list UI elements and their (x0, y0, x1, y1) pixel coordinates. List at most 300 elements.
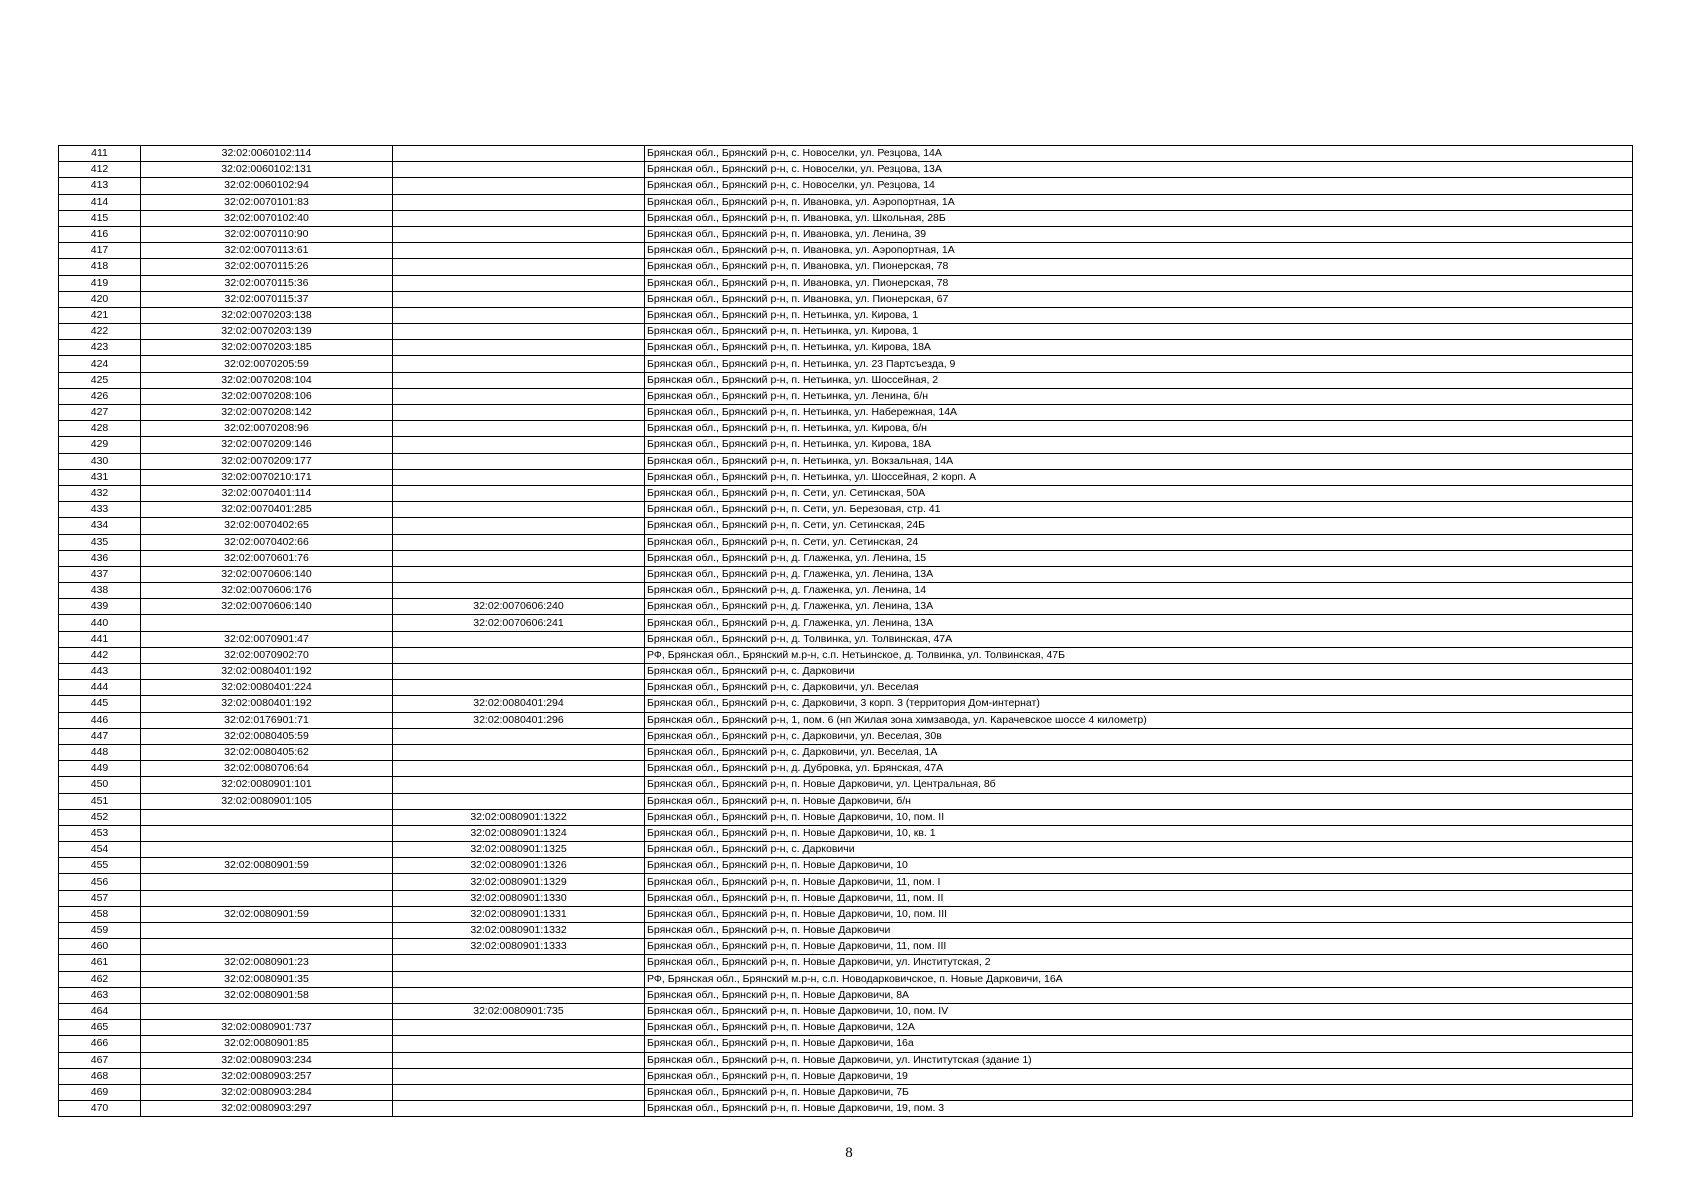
address-cell: Брянская обл., Брянский р-н, п. Новые Дарковичи, 10 (645, 858, 1633, 874)
cadastral-number: 32:02:0070402:66 (141, 534, 393, 550)
cadastral-number: 32:02:0080706:64 (141, 761, 393, 777)
row-number: 442 (59, 647, 141, 663)
cadastral-number: 32:02:0070601:76 (141, 550, 393, 566)
address-cell: Брянская обл., Брянский р-н, п. Нетьинка, ул. Кирова, 18А (645, 437, 1633, 453)
table-row (59, 647, 1633, 663)
sub-cadastral-number (393, 1084, 645, 1100)
sub-cadastral-number (393, 162, 645, 178)
address-cell: Брянская обл., Брянский р-н, п. Новые Дарковичи, 19, пом. 3 (645, 1101, 1633, 1117)
address-cell: Брянская обл., Брянский р-н, с. Новоселки, ул. Резцова, 14А (645, 146, 1633, 162)
table-row (59, 1003, 1633, 1019)
address-cell: Брянская обл., Брянский р-н, п. Нетьинка, ул. Кирова, 18А (645, 340, 1633, 356)
table-row (59, 793, 1633, 809)
table-row (59, 1036, 1633, 1052)
cadastral-number: 32:02:0080901:85 (141, 1036, 393, 1052)
address-cell: Брянская обл., Брянский р-н, п. Новые Дарковичи, 19 (645, 1068, 1633, 1084)
cadastral-number: 32:02:0070209:177 (141, 453, 393, 469)
table-row (59, 744, 1633, 760)
table-row (59, 421, 1633, 437)
address-cell: Брянская обл., Брянский р-н, п. Сети, ул. Сетинская, 24Б (645, 518, 1633, 534)
table-row (59, 534, 1633, 550)
table-row (59, 939, 1633, 955)
table-row (59, 226, 1633, 242)
table-row (59, 761, 1633, 777)
row-number: 456 (59, 874, 141, 890)
address-cell: Брянская обл., Брянский р-н, п. Нетьинка, ул. Кирова, 1 (645, 307, 1633, 323)
address-cell: Брянская обл., Брянский р-н, п. Нетьинка, ул. Ленина, б/н (645, 388, 1633, 404)
cadastral-number: 32:02:0060102:114 (141, 146, 393, 162)
table-row (59, 631, 1633, 647)
cadastral-number: 32:02:0060102:131 (141, 162, 393, 178)
table-row (59, 712, 1633, 728)
table-row (59, 243, 1633, 259)
sub-cadastral-number: 32:02:0080401:294 (393, 696, 645, 712)
sub-cadastral-number (393, 146, 645, 162)
cadastral-number: 32:02:0080401:224 (141, 680, 393, 696)
table-row (59, 664, 1633, 680)
address-cell: Брянская обл., Брянский р-н, с. Новоселки, ул. Резцова, 14 (645, 178, 1633, 194)
cadastral-number: 32:02:0080401:192 (141, 696, 393, 712)
address-cell: Брянская обл., Брянский р-н, п. Ивановка, ул. Школьная, 28Б (645, 210, 1633, 226)
cadastral-number: 32:02:0070110:90 (141, 226, 393, 242)
cadastral-number: 32:02:0070208:106 (141, 388, 393, 404)
row-number: 420 (59, 291, 141, 307)
cadastral-number: 32:02:0080401:192 (141, 664, 393, 680)
table-row (59, 615, 1633, 631)
address-cell: Брянская обл., Брянский р-н, п. Новые Дарковичи, 12А (645, 1020, 1633, 1036)
table-row (59, 890, 1633, 906)
address-cell: Брянская обл., Брянский р-н, п. Нетьинка, ул. Кирова, б/н (645, 421, 1633, 437)
row-number: 454 (59, 842, 141, 858)
row-number: 470 (59, 1101, 141, 1117)
address-cell: Брянская обл., Брянский р-н, с. Дарковичи, 3 корп. 3 (территория Дом-интернат) (645, 696, 1633, 712)
table-row (59, 146, 1633, 162)
row-number: 438 (59, 583, 141, 599)
table-row (59, 275, 1633, 291)
sub-cadastral-number: 32:02:0080901:1329 (393, 874, 645, 890)
cadastral-number: 32:02:0070606:140 (141, 566, 393, 582)
row-number: 418 (59, 259, 141, 275)
table-row (59, 469, 1633, 485)
address-cell: Брянская обл., Брянский р-н, д. Глаженка, ул. Ленина, 13А (645, 599, 1633, 615)
table-row (59, 696, 1633, 712)
cadastral-number: 32:02:0070901:47 (141, 631, 393, 647)
table-row (59, 291, 1633, 307)
cadastral-number: 32:02:0070115:36 (141, 275, 393, 291)
address-cell: Брянская обл., Брянский р-н, д. Глаженка, ул. Ленина, 15 (645, 550, 1633, 566)
cadastral-number: 32:02:0080903:234 (141, 1052, 393, 1068)
row-number: 450 (59, 777, 141, 793)
table-row (59, 809, 1633, 825)
row-number: 431 (59, 469, 141, 485)
address-cell: Брянская обл., Брянский р-н, д. Глаженка, ул. Ленина, 14 (645, 583, 1633, 599)
cadastral-number: 32:02:0070205:59 (141, 356, 393, 372)
address-cell: Брянская обл., Брянский р-н, п. Ивановка, ул. Аэропортная, 1А (645, 243, 1633, 259)
cadastral-number (141, 923, 393, 939)
row-number: 469 (59, 1084, 141, 1100)
sub-cadastral-number (393, 469, 645, 485)
row-number: 426 (59, 388, 141, 404)
cadastral-number (141, 1003, 393, 1019)
table-row (59, 437, 1633, 453)
sub-cadastral-number: 32:02:0080901:1333 (393, 939, 645, 955)
sub-cadastral-number (393, 1020, 645, 1036)
row-number: 419 (59, 275, 141, 291)
sub-cadastral-number: 32:02:0080901:1326 (393, 858, 645, 874)
sub-cadastral-number (393, 405, 645, 421)
cadastral-table (58, 145, 1633, 1117)
cadastral-number (141, 842, 393, 858)
address-cell: Брянская обл., Брянский р-н, с. Дарковичи, ул. Веселая, 30в (645, 728, 1633, 744)
sub-cadastral-number: 32:02:0070606:240 (393, 599, 645, 615)
address-cell: Брянская обл., Брянский р-н, с. Дарковичи (645, 664, 1633, 680)
address-cell: Брянская обл., Брянский р-н, п. Новые Дарковичи, 10, кв. 1 (645, 825, 1633, 841)
address-cell: Брянская обл., Брянский р-н, с. Дарковичи, ул. Веселая (645, 680, 1633, 696)
sub-cadastral-number (393, 518, 645, 534)
row-number: 468 (59, 1068, 141, 1084)
row-number: 462 (59, 971, 141, 987)
address-cell: Брянская обл., Брянский р-н, д. Глаженка, ул. Ленина, 13А (645, 615, 1633, 631)
table-row (59, 566, 1633, 582)
row-number: 466 (59, 1036, 141, 1052)
sub-cadastral-number (393, 437, 645, 453)
cadastral-number: 32:02:0080903:297 (141, 1101, 393, 1117)
cadastral-number (141, 939, 393, 955)
sub-cadastral-number (393, 243, 645, 259)
row-number: 441 (59, 631, 141, 647)
table-row (59, 259, 1633, 275)
address-cell: Брянская обл., Брянский р-н, п. Новые Дарковичи, ул. Институтская (здание 1) (645, 1052, 1633, 1068)
cadastral-number: 32:02:0176901:71 (141, 712, 393, 728)
table-row (59, 1084, 1633, 1100)
sub-cadastral-number (393, 583, 645, 599)
cadastral-number: 32:02:0080405:62 (141, 744, 393, 760)
sub-cadastral-number (393, 566, 645, 582)
row-number: 428 (59, 421, 141, 437)
sub-cadastral-number (393, 955, 645, 971)
address-cell: РФ, Брянская обл., Брянский м.р-н, с.п. Новодарковичское, п. Новые Дарковичи, 16А (645, 971, 1633, 987)
table-row (59, 485, 1633, 501)
cadastral-number: 32:02:0070606:176 (141, 583, 393, 599)
sub-cadastral-number (393, 777, 645, 793)
cadastral-number: 32:02:0080405:59 (141, 728, 393, 744)
table-row (59, 858, 1633, 874)
sub-cadastral-number (393, 210, 645, 226)
table-row (59, 599, 1633, 615)
sub-cadastral-number (393, 647, 645, 663)
table-row (59, 340, 1633, 356)
table-row (59, 453, 1633, 469)
row-number: 446 (59, 712, 141, 728)
sub-cadastral-number (393, 1052, 645, 1068)
sub-cadastral-number (393, 194, 645, 210)
sub-cadastral-number (393, 485, 645, 501)
row-number: 447 (59, 728, 141, 744)
sub-cadastral-number (393, 728, 645, 744)
row-number: 467 (59, 1052, 141, 1068)
sub-cadastral-number: 32:02:0080901:1331 (393, 906, 645, 922)
row-number: 459 (59, 923, 141, 939)
table-row (59, 518, 1633, 534)
table-row (59, 210, 1633, 226)
row-number: 422 (59, 324, 141, 340)
address-cell: Брянская обл., Брянский р-н, п. Ивановка, ул. Пионерская, 78 (645, 259, 1633, 275)
sub-cadastral-number (393, 1036, 645, 1052)
row-number: 414 (59, 194, 141, 210)
row-number: 433 (59, 502, 141, 518)
address-cell: Брянская обл., Брянский р-н, п. Новые Дарковичи, 16а (645, 1036, 1633, 1052)
sub-cadastral-number (393, 550, 645, 566)
row-number: 455 (59, 858, 141, 874)
sub-cadastral-number (393, 987, 645, 1003)
table-row (59, 680, 1633, 696)
address-cell: Брянская обл., Брянский р-н, п. Ивановка, ул. Пионерская, 78 (645, 275, 1633, 291)
table-row (59, 955, 1633, 971)
cadastral-number: 32:02:0060102:94 (141, 178, 393, 194)
sub-cadastral-number: 32:02:0080901:1322 (393, 809, 645, 825)
cadastral-number (141, 874, 393, 890)
page-number: 8 (845, 1145, 853, 1161)
row-number: 444 (59, 680, 141, 696)
address-cell: Брянская обл., Брянский р-н, п. Новые Дарковичи, 7Б (645, 1084, 1633, 1100)
sub-cadastral-number (393, 1101, 645, 1117)
cadastral-number (141, 809, 393, 825)
table-row (59, 825, 1633, 841)
sub-cadastral-number (393, 761, 645, 777)
sub-cadastral-number (393, 744, 645, 760)
table-row (59, 1068, 1633, 1084)
cadastral-number: 32:02:0070208:104 (141, 372, 393, 388)
table-row (59, 842, 1633, 858)
cadastral-number: 32:02:0070203:185 (141, 340, 393, 356)
sub-cadastral-number (393, 356, 645, 372)
cadastral-number: 32:02:0070101:83 (141, 194, 393, 210)
sub-cadastral-number: 32:02:0080901:735 (393, 1003, 645, 1019)
address-cell: Брянская обл., Брянский р-н, п. Новые Дарковичи, 10, пом. II (645, 809, 1633, 825)
row-number: 417 (59, 243, 141, 259)
row-number: 439 (59, 599, 141, 615)
sub-cadastral-number (393, 307, 645, 323)
cadastral-number: 32:02:0080901:737 (141, 1020, 393, 1036)
row-number: 440 (59, 615, 141, 631)
address-cell: Брянская обл., Брянский р-н, 1, пом. 6 (нп Жилая зона химзавода, ул. Карачевское шоссе 4 километр) (645, 712, 1633, 728)
table-row (59, 1101, 1633, 1117)
cadastral-number: 32:02:0070401:114 (141, 485, 393, 501)
row-number: 425 (59, 372, 141, 388)
table-row (59, 1020, 1633, 1036)
cadastral-number: 32:02:0070208:142 (141, 405, 393, 421)
cadastral-number: 32:02:0070102:40 (141, 210, 393, 226)
row-number: 452 (59, 809, 141, 825)
row-number: 429 (59, 437, 141, 453)
sub-cadastral-number (393, 324, 645, 340)
row-number: 453 (59, 825, 141, 841)
address-cell: Брянская обл., Брянский р-н, д. Дубровка, ул. Брянская, 47А (645, 761, 1633, 777)
table-row (59, 728, 1633, 744)
row-number: 465 (59, 1020, 141, 1036)
cadastral-number (141, 825, 393, 841)
row-number: 458 (59, 906, 141, 922)
address-cell: Брянская обл., Брянский р-н, п. Сети, ул. Сетинская, 24 (645, 534, 1633, 550)
table-row (59, 987, 1633, 1003)
row-number: 445 (59, 696, 141, 712)
sub-cadastral-number (393, 534, 645, 550)
address-cell: Брянская обл., Брянский р-н, п. Сети, ул. Березовая, стр. 41 (645, 502, 1633, 518)
sub-cadastral-number (393, 388, 645, 404)
cadastral-number: 32:02:0070401:285 (141, 502, 393, 518)
address-cell: Брянская обл., Брянский р-н, п. Новые Дарковичи, 11, пом. I (645, 874, 1633, 890)
cadastral-number: 32:02:0080901:58 (141, 987, 393, 1003)
sub-cadastral-number: 32:02:0080901:1330 (393, 890, 645, 906)
address-cell: Брянская обл., Брянский р-н, п. Новые Дарковичи, 10, пом. III (645, 906, 1633, 922)
table-row (59, 405, 1633, 421)
address-cell: Брянская обл., Брянский р-н, п. Новые Дарковичи (645, 923, 1633, 939)
sub-cadastral-number: 32:02:0070606:241 (393, 615, 645, 631)
table-row (59, 502, 1633, 518)
row-number: 460 (59, 939, 141, 955)
address-cell: Брянская обл., Брянский р-н, п. Сети, ул. Сетинская, 50А (645, 485, 1633, 501)
address-cell: Брянская обл., Брянский р-н, с. Дарковичи (645, 842, 1633, 858)
cadastral-number: 32:02:0070606:140 (141, 599, 393, 615)
cadastral-number (141, 890, 393, 906)
row-number: 451 (59, 793, 141, 809)
cadastral-number: 32:02:0070115:37 (141, 291, 393, 307)
row-number: 448 (59, 744, 141, 760)
table-row (59, 356, 1633, 372)
address-cell: Брянская обл., Брянский р-н, п. Нетьинка, ул. Шоссейная, 2 корп. А (645, 469, 1633, 485)
table-row (59, 388, 1633, 404)
table-row (59, 550, 1633, 566)
table-row (59, 583, 1633, 599)
address-cell: Брянская обл., Брянский р-н, п. Нетьинка, ул. Шоссейная, 2 (645, 372, 1633, 388)
row-number: 427 (59, 405, 141, 421)
row-number: 416 (59, 226, 141, 242)
sub-cadastral-number (393, 971, 645, 987)
cadastral-number: 32:02:0070113:61 (141, 243, 393, 259)
table-row (59, 194, 1633, 210)
address-cell: РФ, Брянская обл., Брянский м.р-н, с.п. Нетьинское, д. Толвинка, ул. Толвинская, 47Б (645, 647, 1633, 663)
row-number: 434 (59, 518, 141, 534)
cadastral-number: 32:02:0080903:284 (141, 1084, 393, 1100)
sub-cadastral-number (393, 1068, 645, 1084)
address-cell: Брянская обл., Брянский р-н, п. Новые Дарковичи, 8А (645, 987, 1633, 1003)
cadastral-number: 32:02:0080901:101 (141, 777, 393, 793)
sub-cadastral-number (393, 664, 645, 680)
row-number: 437 (59, 566, 141, 582)
address-cell: Брянская обл., Брянский р-н, п. Ивановка, ул. Пионерская, 67 (645, 291, 1633, 307)
sub-cadastral-number: 32:02:0080401:296 (393, 712, 645, 728)
cadastral-number: 32:02:0080903:257 (141, 1068, 393, 1084)
sub-cadastral-number (393, 502, 645, 518)
cadastral-number: 32:02:0080901:35 (141, 971, 393, 987)
row-number: 430 (59, 453, 141, 469)
sub-cadastral-number (393, 259, 645, 275)
table-row (59, 1052, 1633, 1068)
sub-cadastral-number (393, 275, 645, 291)
row-number: 435 (59, 534, 141, 550)
row-number: 464 (59, 1003, 141, 1019)
address-cell: Брянская обл., Брянский р-н, п. Новые Дарковичи, ул. Институтская, 2 (645, 955, 1633, 971)
address-cell: Брянская обл., Брянский р-н, п. Нетьинка, ул. Кирова, 1 (645, 324, 1633, 340)
row-number: 463 (59, 987, 141, 1003)
cadastral-number: 32:02:0070208:96 (141, 421, 393, 437)
table-row (59, 874, 1633, 890)
row-number: 421 (59, 307, 141, 323)
sub-cadastral-number (393, 421, 645, 437)
address-cell: Брянская обл., Брянский р-н, п. Нетьинка, ул. Вокзальная, 14А (645, 453, 1633, 469)
table-row (59, 971, 1633, 987)
row-number: 415 (59, 210, 141, 226)
row-number: 424 (59, 356, 141, 372)
sub-cadastral-number: 32:02:0080901:1332 (393, 923, 645, 939)
address-cell: Брянская обл., Брянский р-н, п. Нетьинка, ул. Набережная, 14А (645, 405, 1633, 421)
sub-cadastral-number (393, 453, 645, 469)
table-row (59, 324, 1633, 340)
address-cell: Брянская обл., Брянский р-н, п. Новые Дарковичи, 10, пом. IV (645, 1003, 1633, 1019)
sub-cadastral-number (393, 631, 645, 647)
row-number: 449 (59, 761, 141, 777)
address-cell: Брянская обл., Брянский р-н, с. Дарковичи, ул. Веселая, 1А (645, 744, 1633, 760)
sub-cadastral-number: 32:02:0080901:1325 (393, 842, 645, 858)
address-cell: Брянская обл., Брянский р-н, д. Толвинка, ул. Толвинская, 47А (645, 631, 1633, 647)
table-row (59, 777, 1633, 793)
cadastral-number: 32:02:0070210:171 (141, 469, 393, 485)
sub-cadastral-number (393, 340, 645, 356)
address-cell: Брянская обл., Брянский р-н, п. Новые Дарковичи, б/н (645, 793, 1633, 809)
address-cell: Брянская обл., Брянский р-н, с. Новоселки, ул. Резцова, 13А (645, 162, 1633, 178)
cadastral-table-body (59, 146, 1633, 1117)
row-number: 436 (59, 550, 141, 566)
row-number: 412 (59, 162, 141, 178)
address-cell: Брянская обл., Брянский р-н, п. Ивановка, ул. Аэропортная, 1А (645, 194, 1633, 210)
address-cell: Брянская обл., Брянский р-н, д. Глаженка, ул. Ленина, 13А (645, 566, 1633, 582)
sub-cadastral-number (393, 372, 645, 388)
cadastral-number: 32:02:0080901:23 (141, 955, 393, 971)
table-row (59, 923, 1633, 939)
cadastral-number: 32:02:0070209:146 (141, 437, 393, 453)
address-cell: Брянская обл., Брянский р-н, п. Нетьинка, ул. 23 Партсъезда, 9 (645, 356, 1633, 372)
row-number: 413 (59, 178, 141, 194)
row-number: 443 (59, 664, 141, 680)
sub-cadastral-number (393, 680, 645, 696)
sub-cadastral-number (393, 226, 645, 242)
cadastral-number (141, 615, 393, 631)
address-cell: Брянская обл., Брянский р-н, п. Новые Дарковичи, ул. Центральная, 8б (645, 777, 1633, 793)
cadastral-number: 32:02:0070402:65 (141, 518, 393, 534)
sub-cadastral-number (393, 793, 645, 809)
cadastral-number: 32:02:0070203:139 (141, 324, 393, 340)
cadastral-number: 32:02:0070203:138 (141, 307, 393, 323)
row-number: 457 (59, 890, 141, 906)
cadastral-number: 32:02:0070115:26 (141, 259, 393, 275)
cadastral-number: 32:02:0080901:59 (141, 858, 393, 874)
table-row (59, 906, 1633, 922)
row-number: 461 (59, 955, 141, 971)
sub-cadastral-number (393, 178, 645, 194)
table-row (59, 307, 1633, 323)
sub-cadastral-number (393, 291, 645, 307)
table-row (59, 372, 1633, 388)
row-number: 423 (59, 340, 141, 356)
address-cell: Брянская обл., Брянский р-н, п. Ивановка, ул. Ленина, 39 (645, 226, 1633, 242)
address-cell: Брянская обл., Брянский р-н, п. Новые Дарковичи, 11, пом. III (645, 939, 1633, 955)
row-number: 411 (59, 146, 141, 162)
table-row (59, 162, 1633, 178)
table-row (59, 178, 1633, 194)
row-number: 432 (59, 485, 141, 501)
cadastral-number: 32:02:0080901:59 (141, 906, 393, 922)
sub-cadastral-number: 32:02:0080901:1324 (393, 825, 645, 841)
